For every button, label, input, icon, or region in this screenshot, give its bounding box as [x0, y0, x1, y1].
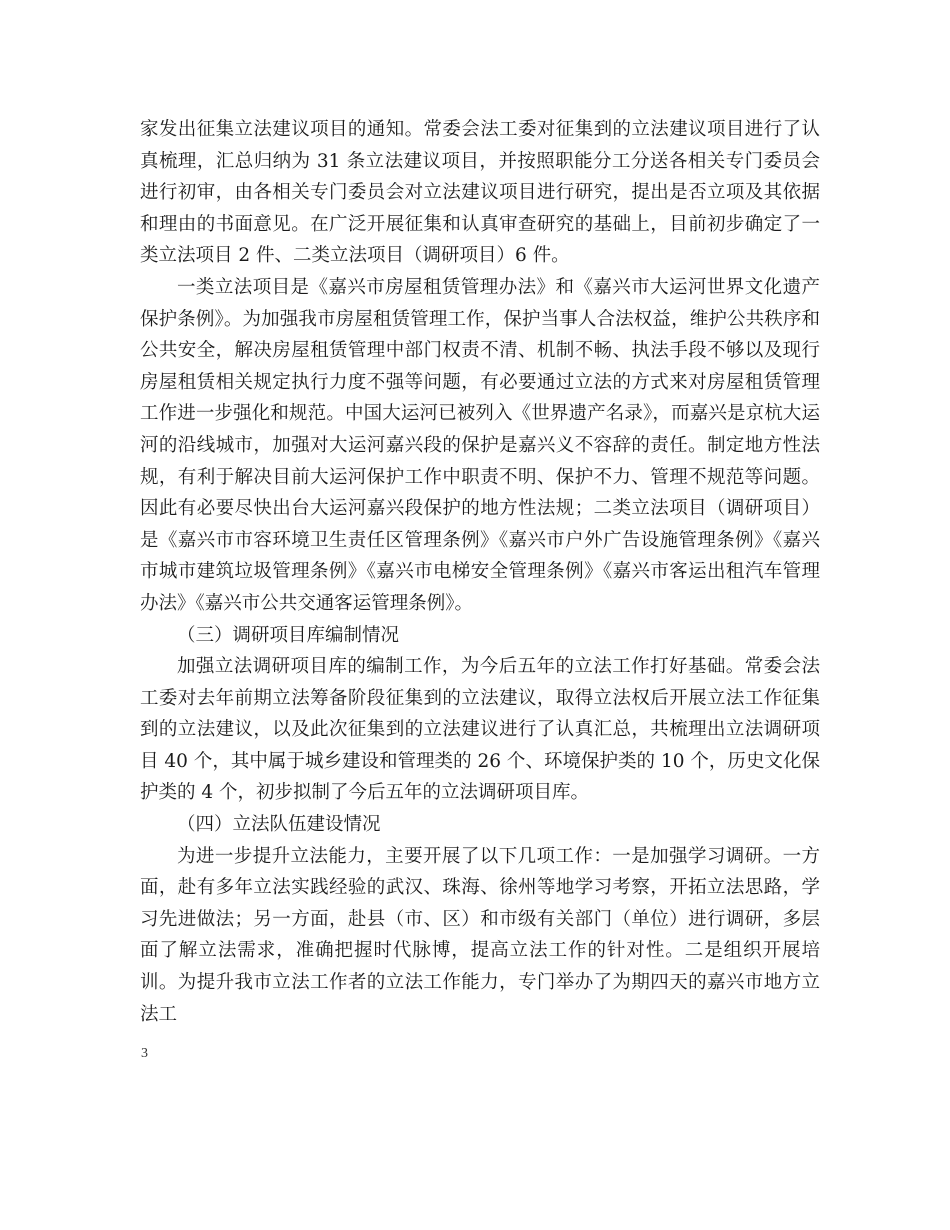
document-body — [140, 114, 820, 1030]
page-number: 3 — [141, 1046, 148, 1061]
paragraph-continuation: 家发出征集立法建议项目的通知。常委会法工委对征集到的立法建议项目进行了认真梳理，汇总归纳为 31 条立法建议项目，并按照职能分工分送各相关专门委员会进行初审，由各相关专门委员会对立法建议项目进行研究，提出是否立项及其依据和理由的书面意见。在广泛开展征集和认真审查研究的基础上，目前初步确定了一类立法项目 2 件、二类立法项目（调研项目）6 件。 — [140, 119, 820, 267]
paragraph-research-library: 加强立法调研项目库的编制工作，为今后五年的立法工作打好基础。常委会法工委对去年前期立法筹备阶段征集到的立法建议，取得立法权后开展立法工作征集到的立法建议，以及此次征集到的立法建议进行了认真汇总，共梳理出立法调研项目 40 个，其中属于城乡建设和管理类的 26 个、环境保护类的 10 个，历史文化保护类的 4 个，初步拟制了今后五年的立法调研项目库。 — [140, 656, 820, 804]
paragraph-team-building: 为进一步提升立法能力，主要开展了以下几项工作：一是加强学习调研。一方面，赴有多年立法实践经验的武汉、珠海、徐州等地学习考察，开拓立法思路，学习先进做法；另一方面，赴县（市、区）和市级有关部门（单位）进行调研，多层面了解立法需求，准确把握时代脉博，提高立法工作的针对性。二是组织开展培训。为提升我市立法工作者的立法工作能力，专门举办了为期四天的嘉兴市地方立法工 — [140, 845, 820, 1025]
section-heading-team-building: （四）立法队伍建设情况 — [177, 814, 381, 836]
section-heading-research-library: （三）调研项目库编制情况 — [177, 624, 400, 646]
paragraph-first-class-projects: 一类立法项目是《嘉兴市房屋租赁管理办法》和《嘉兴市大运河世界文化遗产保护条例》。为加强我市房屋租赁管理工作，保护当事人合法权益，维护公共秩序和公共安全，解决房屋租赁管理中部门权责不清、机制不畅、执法手段不够以及现行房屋租赁相关规定执行力度不强等问题，有必要通过立法的方式来对房屋租赁管理工作进一步强化和规范。中国大运河已被列入《世界遗产名录》，而嘉兴是京杭大运河的沿线城市，加强对大运河嘉兴段的保护是嘉兴义不容辞的责任。制定地方性法规，有利于解决目前大运河保护工作中职责不明、保护不力、管理不规范等问题。因此有必要尽快出台大运河嘉兴段保护的地方性法规；二类立法项目（调研项目）是《嘉兴市市容环境卫生责任区管理条例》《嘉兴市户外广告设施管理条例》《嘉兴市城市建筑垃圾管理条例》《嘉兴市电梯安全管理条例》《嘉兴市客运出租汽车管理办法》《嘉兴市公共交通客运管理条例》。 — [140, 276, 820, 614]
